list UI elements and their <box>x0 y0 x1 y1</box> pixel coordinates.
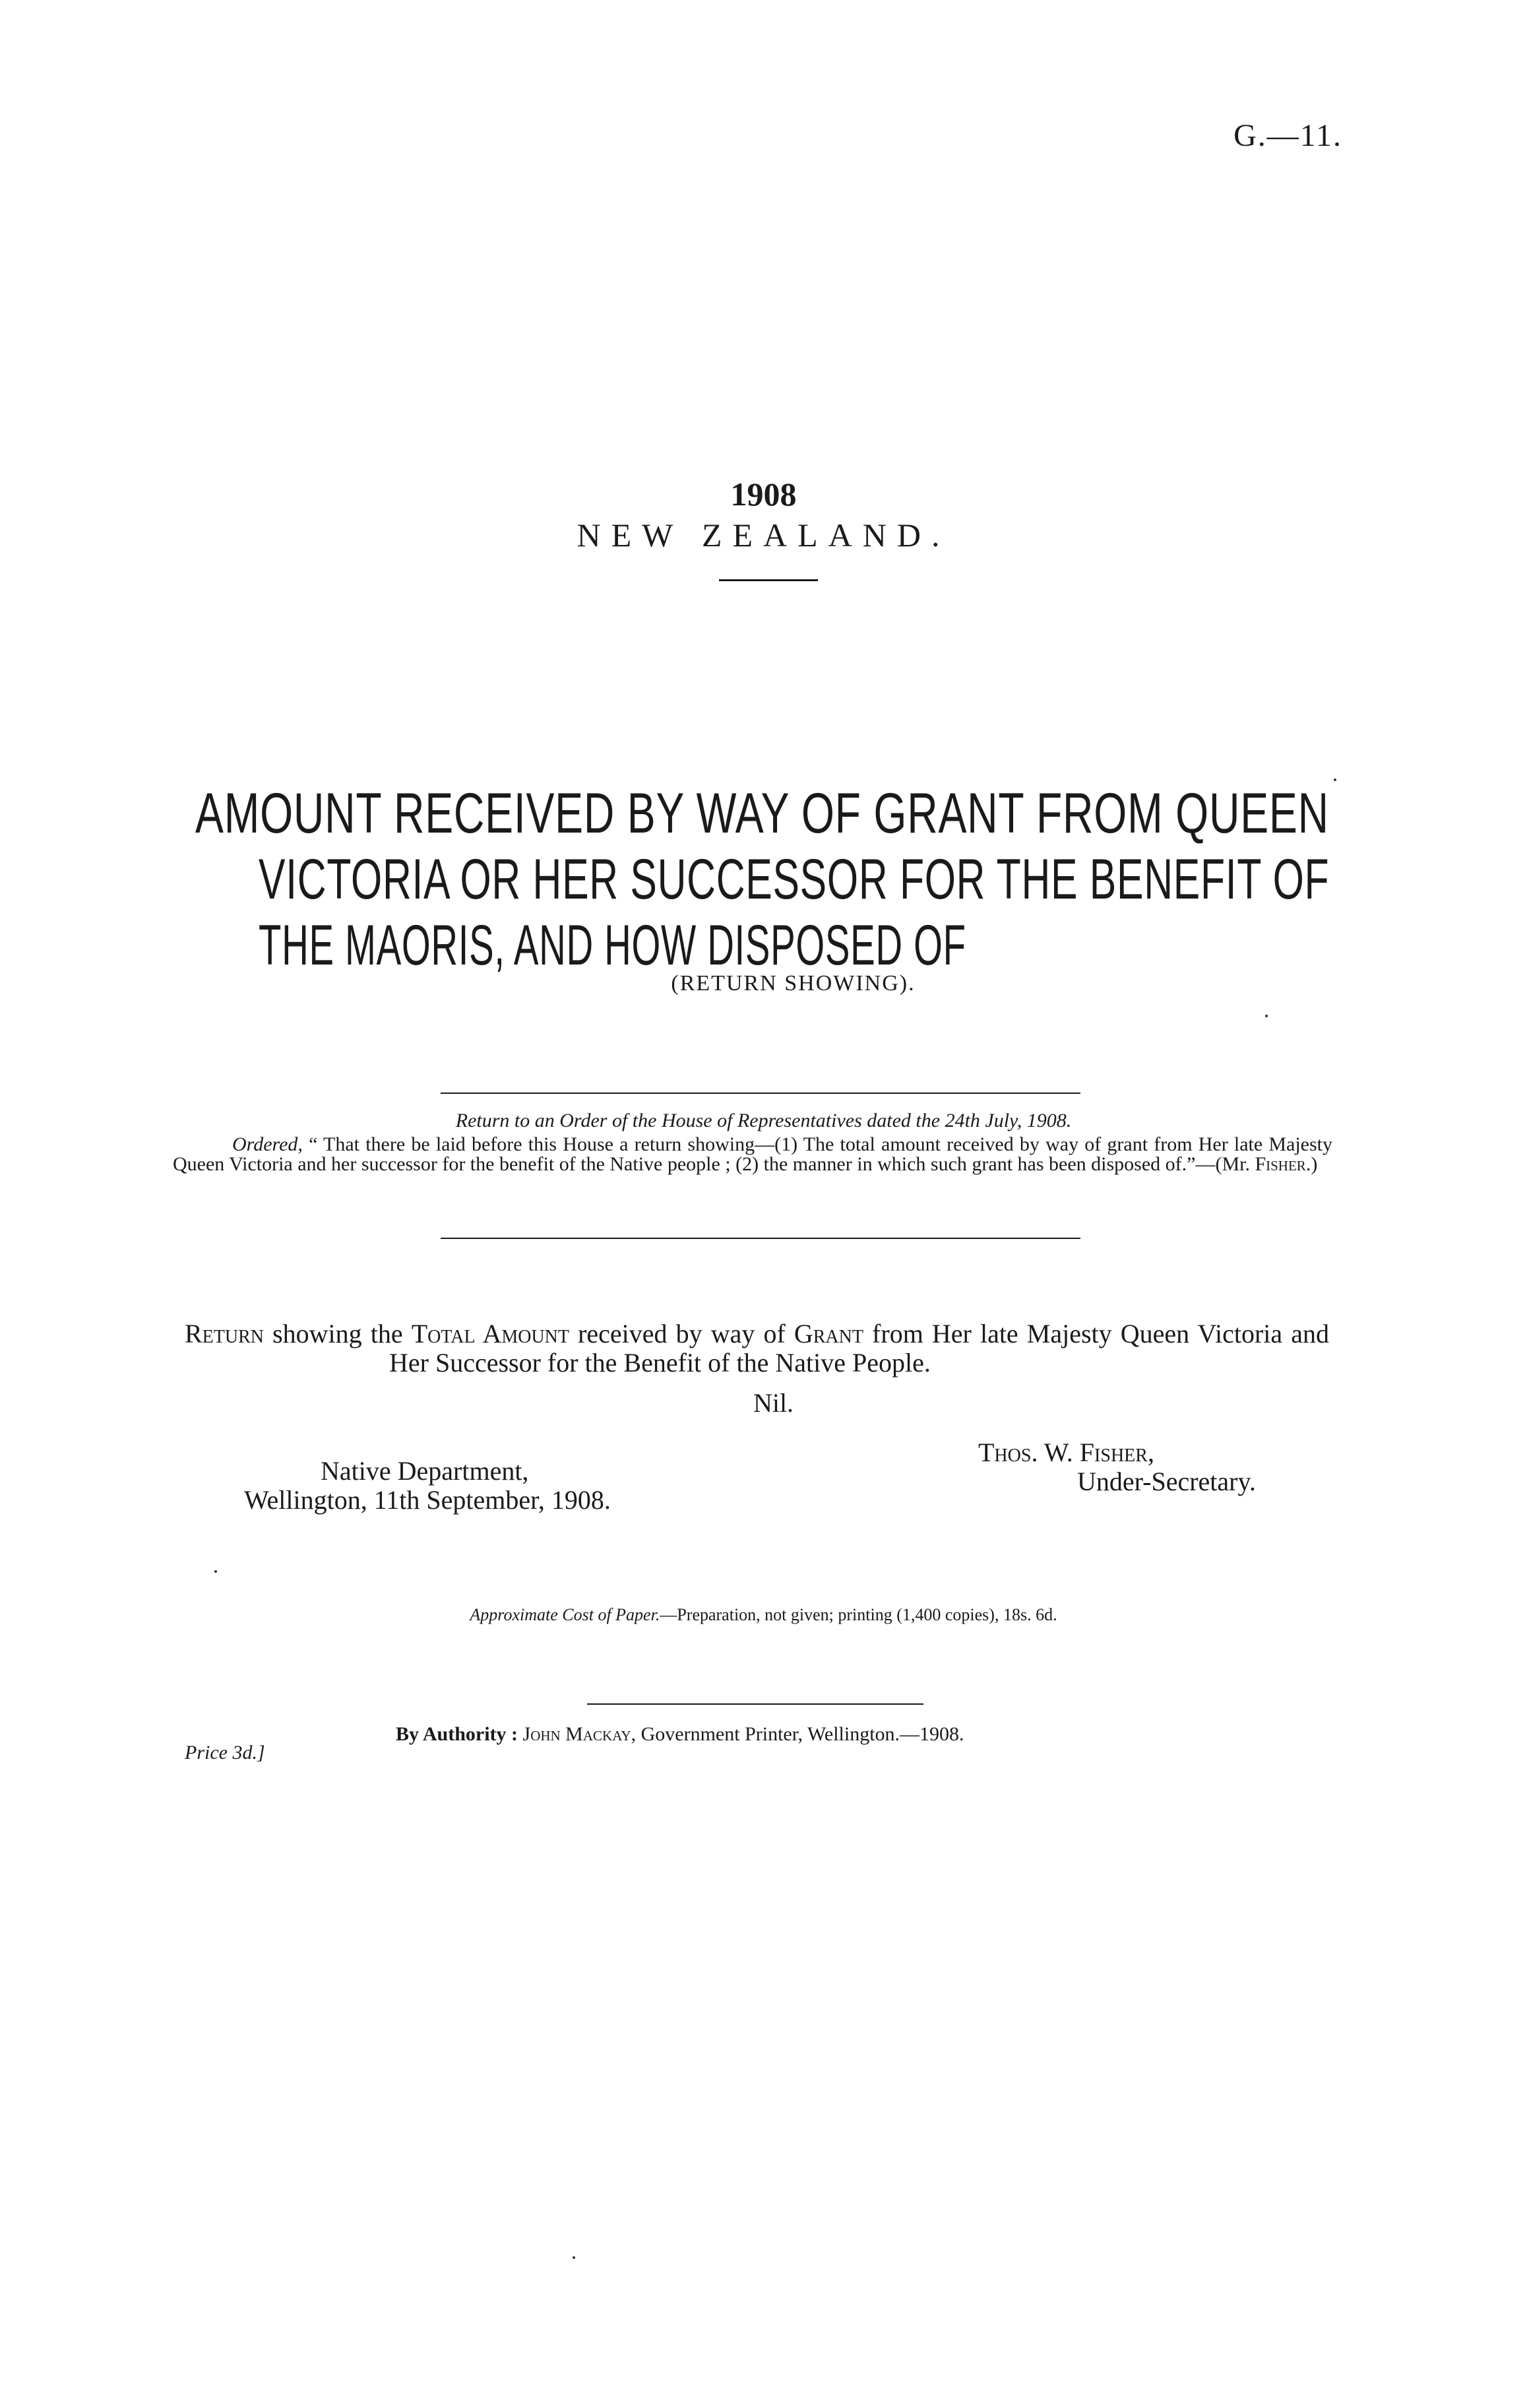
department-place-date: Wellington, 11th September, 1908. <box>244 1485 611 1515</box>
return-text-3: from Her late Majesty Queen Victoria and Her Successor for the Benefit of the Native People. <box>389 1319 1329 1378</box>
total-amount-words: Total Amount <box>411 1319 569 1348</box>
order-heading: Return to an Order of the House of Representatives dated the 24th July, 1908. <box>455 1110 1072 1131</box>
main-title-line-3: THE MAORIS, AND HOW DISPOSED OF <box>259 914 966 977</box>
title-subtitle: (RETURN SHOWING). <box>671 971 916 996</box>
publication-year: 1908 <box>730 476 797 513</box>
signatory-name: Thos. W. Fisher, <box>978 1438 1154 1467</box>
footer-rule <box>587 1703 923 1705</box>
department-name: Native Department, <box>321 1456 529 1486</box>
print-speck <box>214 1570 217 1573</box>
order-close: .) <box>1305 1153 1318 1175</box>
order-text <box>173 1135 1332 1174</box>
cost-of-paper <box>0 1605 1527 1625</box>
print-speck <box>1334 778 1336 781</box>
grant-word: Grant <box>794 1319 863 1348</box>
return-word: Return <box>185 1319 265 1348</box>
return-text-1: showing the <box>264 1319 412 1348</box>
cost-text: —Preparation, not given; printing (1,400 copies), 18s. 6d. <box>660 1605 1057 1624</box>
return-result: Nil. <box>753 1388 794 1418</box>
order-member: Fisher <box>1255 1153 1306 1175</box>
return-statement <box>185 1319 1329 1378</box>
cost-lead: Approximate Cost of Paper. <box>470 1605 660 1624</box>
printer-name: John Mackay <box>522 1723 631 1745</box>
signatory-title: Under-Secretary. <box>1077 1467 1256 1496</box>
order-bottom-rule <box>441 1238 1080 1239</box>
print-speck <box>1265 1015 1268 1017</box>
authority-lead: By Authority : <box>396 1723 523 1745</box>
print-speck <box>573 2256 575 2259</box>
paper-reference: G.—11. <box>1233 118 1342 153</box>
country-heading: NEW ZEALAND. <box>577 517 950 554</box>
return-text-2: received by way of <box>569 1319 794 1348</box>
order-body: “ That there be laid before this House a return showing—(1) The total amount received by way of grant from Her late Majesty Queen Victoria and her successor for the benefit of the Native people ; (2) the manner in which such grant has been disposed of.”—(Mr. <box>173 1133 1332 1175</box>
price-note: Price 3d.] <box>185 1742 265 1763</box>
masthead-rule <box>719 579 818 581</box>
main-title-line-2: VICTORIA OR HER SUCCESSOR FOR THE BENEFIT OF <box>259 848 1330 911</box>
order-top-rule <box>441 1093 1080 1094</box>
printer-authority <box>396 1723 964 1746</box>
authority-rest: , Government Printer, Wellington.—1908. <box>631 1723 964 1745</box>
main-title-line-1: AMOUNT RECEIVED BY WAY OF GRANT FROM QUEEN <box>195 782 1329 845</box>
order-lead: Ordered, <box>232 1133 303 1155</box>
